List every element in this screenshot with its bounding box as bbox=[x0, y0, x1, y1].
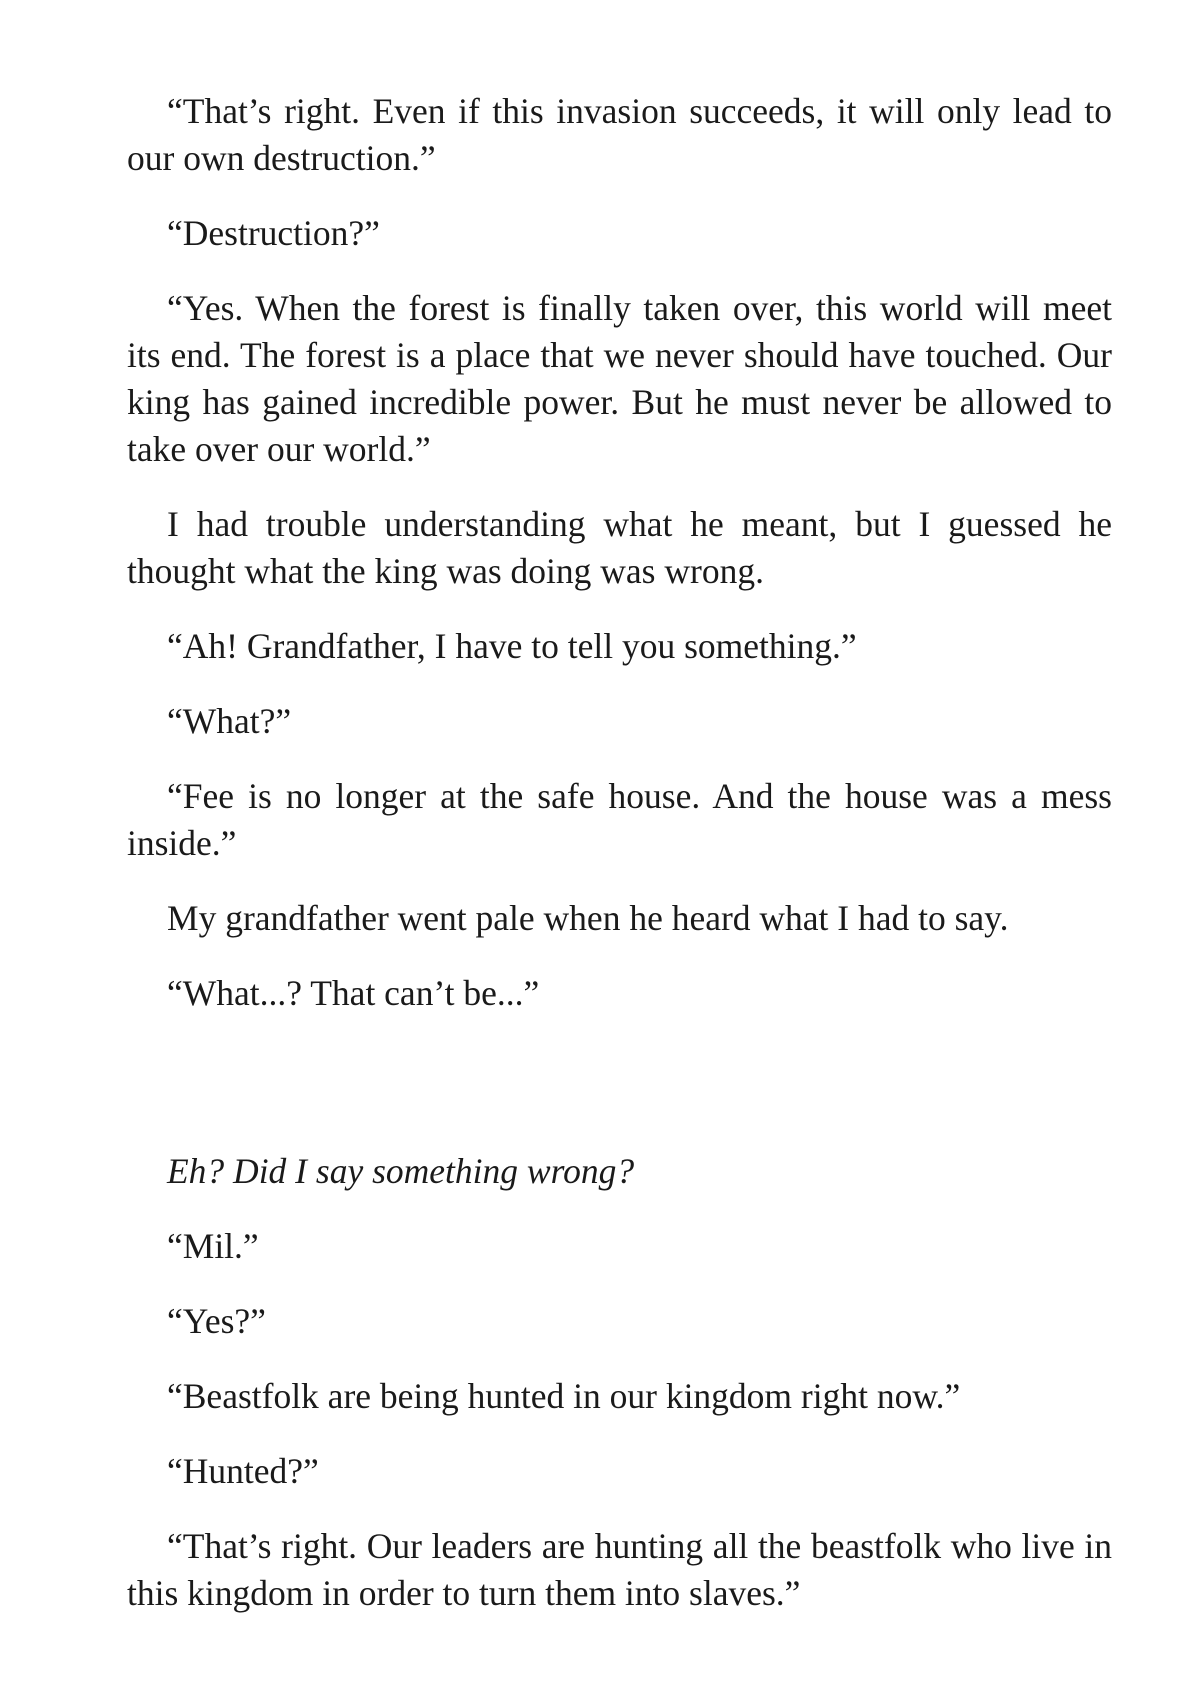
paragraph: “Ah! Grandfather, I have to tell you something.” bbox=[167, 626, 857, 666]
paragraph: “What?” bbox=[167, 701, 292, 741]
paragraph: “Yes?” bbox=[167, 1301, 266, 1341]
paragraph: “Hunted?” bbox=[167, 1451, 319, 1491]
inner-thought-paragraph: Eh? Did I say something wrong? bbox=[167, 1151, 635, 1191]
page-text bbox=[127, 88, 1112, 1645]
paragraph: “What...? That can’t be...” bbox=[167, 973, 540, 1013]
paragraph: “Destruction?” bbox=[167, 213, 380, 253]
paragraph: I had trouble understanding what he meant, but I guessed he thought what the king was doing was wrong. bbox=[127, 504, 1112, 591]
scene-break bbox=[127, 1045, 1112, 1148]
paragraph: “Beastfolk are being hunted in our kingdom right now.” bbox=[167, 1376, 961, 1416]
paragraph: “That’s right. Our leaders are hunting all the beastfolk who live in this kingdom in order to turn them into slaves.” bbox=[127, 1526, 1112, 1613]
paragraph: “Mil.” bbox=[167, 1226, 259, 1266]
paragraph: My grandfather went pale when he heard what I had to say. bbox=[167, 898, 1009, 938]
paragraph: “That’s right. Even if this invasion succeeds, it will only lead to our own destruction.” bbox=[127, 91, 1112, 178]
paragraph: “Fee is no longer at the safe house. And the house was a mess inside.” bbox=[127, 776, 1112, 863]
paragraph: “Yes. When the forest is finally taken over, this world will meet its end. The forest is a place that we never should have touched. Our king has gained incredible power. But he must never be allowed to take over our world.” bbox=[127, 288, 1112, 469]
